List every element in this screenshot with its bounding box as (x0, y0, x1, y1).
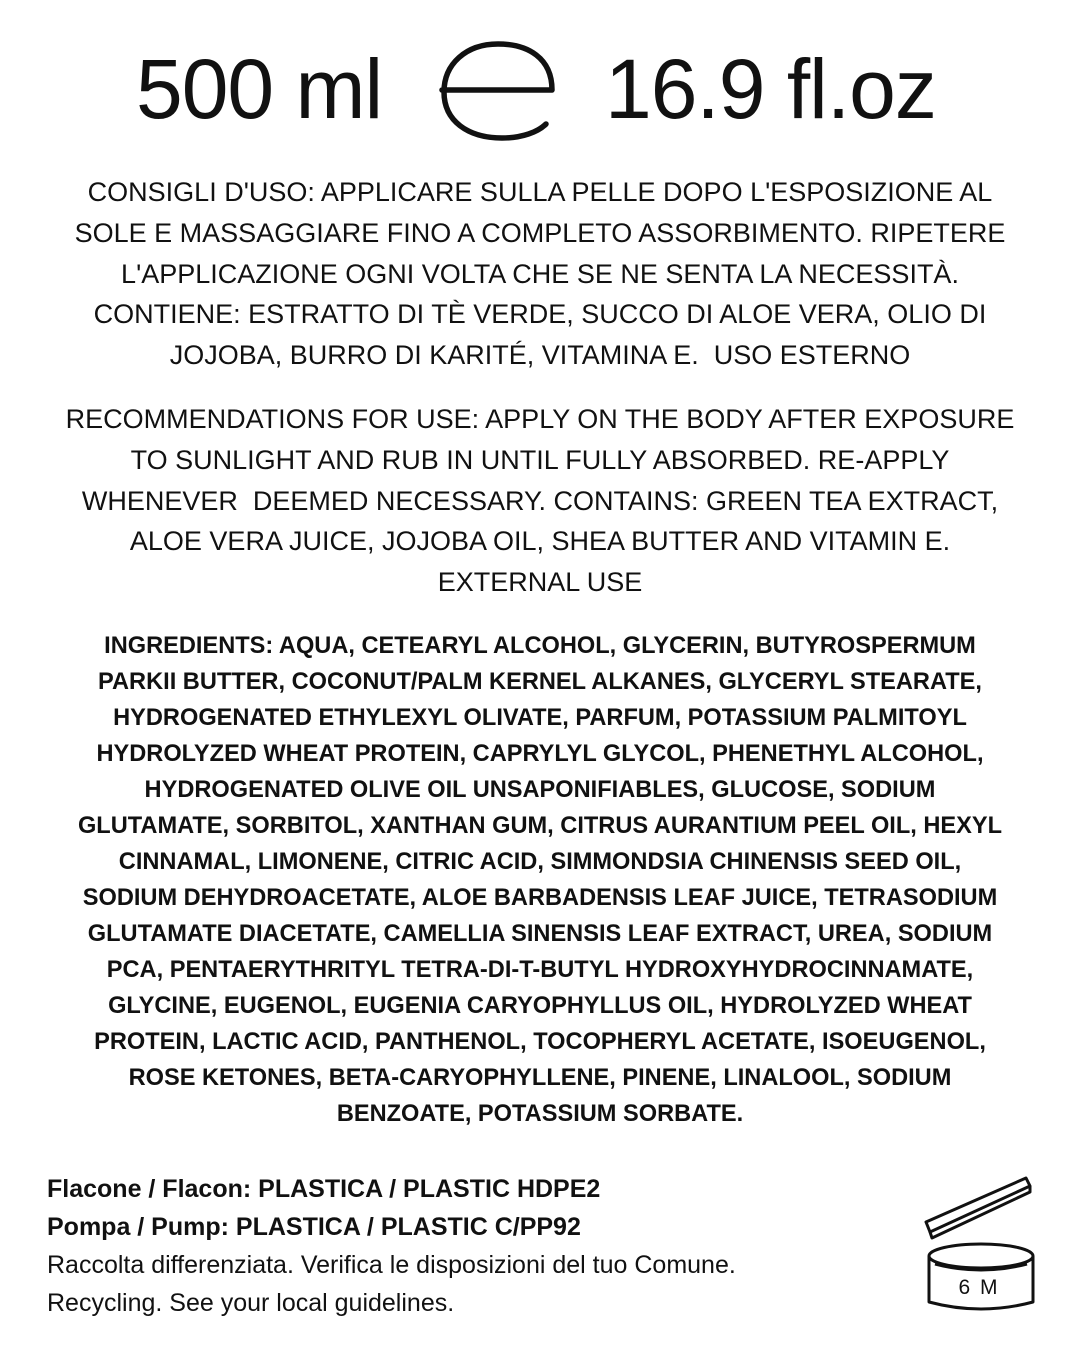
text-line: EXTERNAL USE (437, 567, 643, 598)
pao-months-label: 6 M (958, 1276, 1000, 1299)
text-line: L'APPLICAZIONE OGNI VOLTA CHE SE NE SENTA LA NECESSITÀ. (121, 258, 959, 289)
volume-imperial: 16.9 fl.oz (605, 42, 936, 136)
text-line: WHENEVER DEEMED NECESSARY. CONTAINS: GREEN TEA EXTRACT, (81, 485, 999, 516)
e-monogram-logo (436, 38, 560, 142)
ingredient-line: ROSE KETONES, BETA-CARYOPHYLLENE, PINENE, LINALOOL, SODIUM (128, 1065, 952, 1091)
ingredient-line: PARKII BUTTER, COCONUT/PALM KERNEL ALKANES, GLYCERYL STEARATE, (98, 669, 982, 695)
ingredient-line: HYDROGENATED ETHYLEXYL OLIVATE, PARFUM, POTASSIUM PALMITOYL (113, 705, 967, 731)
text-line: CONSIGLI D'USO: APPLICARE SULLA PELLE DOPO L'ESPOSIZIONE AL (87, 177, 993, 207)
text-line: JOJOBA, BURRO DI KARITÉ, VITAMINA E. USO ESTERNO (169, 340, 911, 371)
bottle-material: Flacone / Flacon: PLASTICA / PLASTIC HDPE2 (47, 1175, 601, 1203)
usage-instructions-english (40, 399, 1040, 603)
recycling-note-italian: Raccolta differenziata. Verifica le disposizioni del tuo Comune. (47, 1251, 736, 1279)
text-line: TO SUNLIGHT AND RUB IN UNTIL FULLY ABSORBED. RE-APPLY (130, 444, 950, 475)
volume-metric: 500 ml (136, 42, 383, 136)
period-after-opening-symbol (918, 1172, 1040, 1316)
packaging-info (47, 1170, 887, 1322)
pump-material: Pompa / Pump: PLASTICA / PLASTIC C/PP92 (47, 1213, 581, 1241)
product-header (0, 38, 1080, 148)
recycling-note-english: Recycling. See your local guidelines. (47, 1289, 455, 1317)
ingredient-line: GLUTAMATE DIACETATE, CAMELLIA SINENSIS LEAF EXTRACT, UREA, SODIUM (87, 921, 993, 947)
ingredient-line: GLYCINE, EUGENOL, EUGENIA CARYOPHYLLUS OIL, HYDROLYZED WHEAT (108, 993, 972, 1019)
ingredient-line: BENZOATE, POTASSIUM SORBATE. (336, 1101, 744, 1127)
ingredient-line: PROTEIN, LACTIC ACID, PANTHENOL, TOCOPHERYL ACETATE, ISOEUGENOL, (94, 1029, 986, 1055)
ingredient-line: INGREDIENTS: AQUA, CETEARYL ALCOHOL, GLYCERIN, BUTYROSPERMUM (104, 633, 976, 659)
text-line: RECOMMENDATIONS FOR USE: APPLY ON THE BODY AFTER EXPOSURE (65, 404, 1015, 434)
ingredient-line: SODIUM DEHYDROACETATE, ALOE BARBADENSIS LEAF JUICE, TETRASODIUM (82, 885, 998, 911)
text-line: ALOE VERA JUICE, JOJOBA OIL, SHEA BUTTER AND VITAMIN E. (129, 526, 951, 557)
ingredient-line: HYDROLYZED WHEAT PROTEIN, CAPRYLYL GLYCOL, PHENETHYL ALCOHOL, (96, 741, 984, 767)
ingredient-line: GLUTAMATE, SORBITOL, XANTHAN GUM, CITRUS AURANTIUM PEEL OIL, HEXYL (77, 813, 1003, 839)
ingredient-line: CINNAMAL, LIMONENE, CITRIC ACID, SIMMONDSIA CHINENSIS SEED OIL, (118, 849, 962, 875)
text-line: SOLE E MASSAGGIARE FINO A COMPLETO ASSORBIMENTO. RIPETERE (74, 217, 1006, 248)
ingredient-line: PCA, PENTAERYTHRITYL TETRA-DI-T-BUTYL HYDROXYHYDROCINNAMATE, (106, 957, 974, 983)
ingredient-line: HYDROGENATED OLIVE OIL UNSAPONIFIABLES, GLUCOSE, SODIUM (144, 777, 936, 803)
ingredients-list (36, 628, 1044, 1132)
usage-instructions-italian (40, 172, 1040, 376)
text-line: CONTIENE: ESTRATTO DI TÈ VERDE, SUCCO DI ALOE VERA, OLIO DI (93, 299, 987, 330)
